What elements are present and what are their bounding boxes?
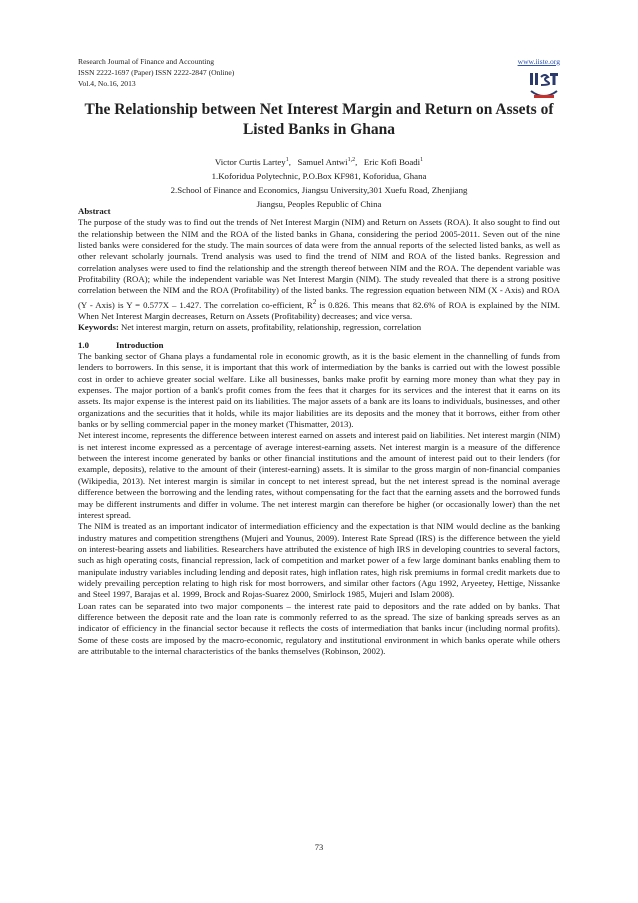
page-number: 73 — [314, 842, 324, 852]
journal-issn: ISSN 2222-1697 (Paper) ISSN 2222-2847 (Online) — [78, 68, 235, 77]
keywords-label: Keywords: — [78, 322, 119, 333]
paper-body — [78, 206, 560, 657]
section-number: 1.0 — [78, 339, 89, 350]
keywords-text: Net interest margin, return on assets, profitability, relationship, regression, correlation — [118, 322, 422, 333]
author-1-affil: 1 — [285, 157, 289, 163]
journal-volume: Vol.4, No.16, 2013 — [78, 79, 136, 88]
author-names: Victor Curtis Lartey$^1$, Samuel Antwi$^{1,2}$, Eric Kofi Boadi$^1$ — [214, 156, 424, 167]
abstract-text: The purpose of the study was to find out the trends of Net Interest Margin (NIM) and Return on Assets (ROA). It also sought to find out the relationship between the NIM and the ROA of the listed banks in Ghana, considering the period 2005-2011. Seven out of the nine listed banks were considered for the study. The main sources of data were from the annual reports of the selected listed banks, as well as other relevant scholarly journals. Trend analysis was used to find the trend of NIM and ROA of the listed banks. Regression and correlation analyses were used to find the relationship and the strength thereof between NIM and the ROA. The dependent variable was Profitability (ROA); while the independent variable was Net Interest Margin (NIM). The study revealed that there is a strong positive correlation between the NIM and the ROA (Profitability) of the listed banks. The regression equation between NIM (X - Axis) and ROA (Y - Axis) is Y = 0.577X – 1.427. The correlation co-efficient, $R^2$ is 0.826. This means that 82.6% of ROA is explained by the NIM. When Net Interest Margin decreases, Return on Assets (Profitability) decreases; and vice versa. — [78, 217, 560, 321]
intro-paragraph: Net interest income, represents the difference between interest earned on assets and interest paid on liabilities. Net interest margin (NIM) is net interest income expressed as a percentage of average interest-earning assets. Net interest margin is a measure of the difference between the interest income generated by banks or other financial institutions and the amount of interest paid out to their lenders (for example, deposits), relative to the amount of their (interest-earning) assets. It is similar to the gross margin of non-financial companies (Wikipedia, 2013). Net interest margin is similar in concept to net interest spread, but the net interest spread is the nominal average difference between the borrowing and the lending rates, without compensating for the fact that the earning assets and the borrowed funds may be different instruments and differ in volume. The net interest margin can therefore be higher (or occasionally lower) than the net interest spread. — [78, 430, 560, 520]
affiliation-1: 1.Koforidua Polytechnic, P.O.Box KF981, Koforidua, Ghana — [211, 170, 427, 181]
section-title: Introduction — [116, 339, 164, 350]
intro-paragraph: The NIM is treated as an important indicator of intermediation efficiency and the expectation is that NIM would decline as the banking industry matures and competition strengthens (Mujeri and Younus, 2009). Interest Rate Spread (IRS) is the difference between the yield on interest-bearing assets and liabilities. Researchers have attributed the existence of high IRS in developing countries to several factors, such as high operating costs, financial repression, lack of competition and market power of a few large dominant banks enabling them to manipulate industry variables including lending and deposit rates, high inflation rates, high risk premiums in formal credit markets due to widely prevailing perception relating to high risk for most borrowers, and similar other factors (Agu 1992, Aryeetey, Hettige, Nissanke and Steel 1997, Barajas et al. 1999, Brock and Rojas-Suarez 2000, Smirlock 1985, Mujeri and Islam 2008). — [78, 521, 560, 600]
intro-paragraph: Loan rates can be separated into two major components – the interest rate paid to depositors and the rate added on by banks. That difference between the deposit rate and the loan rate is commonly referred to as the spread. The size of banking spreads serves as an indicator of efficiency in the financial sector because it reflects the costs of intermediation that banks incur (including normal profits). Some of these costs are imposed by the macro-economic, regulatory and institutional environment in which banks operate while others are attributable to the internal characteristics of the banks themselves (Robinson, 2002). — [78, 600, 560, 656]
intro-paragraph: The banking sector of Ghana plays a fundamental role in economic growth, as it is the basic element in the channelling of funds from lenders to borrowers. In this sense, it is important that this work of intermediation by the banks is carried out with the lowest possible cost in order to achieve greater social welfare. Like all businesses, banks make profit by earning more money than what they pay in expenses. The major portion of a bank's profit comes from the fees that it charges for its services and the interest that it earns on its assets. Its major expense is the interest paid on its liabilities. The major assets of a bank are its loans to individuals, businesses, and other organizations and the securities that it holds, while its major liabilities are its deposits and the money that it borrows, either from other banks or by selling commercial paper in the money market (Thismatter, 2013). — [78, 351, 560, 430]
author-3-affil: 1 — [420, 157, 424, 163]
affiliation-2: 2.School of Finance and Economics, Jiangsu University,301 Xuefu Road, Zhenjiang — [170, 184, 468, 195]
author-3: Eric Kofi Boadi — [363, 156, 421, 167]
section-heading — [78, 340, 560, 351]
keywords-line — [78, 322, 560, 333]
author-block — [78, 153, 560, 211]
journal-header — [78, 56, 560, 89]
journal-url-link[interactable]: www.iiste.org — [517, 57, 560, 66]
affiliation-3: Jiangsu, Peoples Republic of China — [256, 198, 382, 209]
author-1: Victor Curtis Lartey — [214, 156, 286, 167]
iiste-logo-icon — [528, 69, 560, 103]
paper-title: The Relationship between Net Interest Margin and Return on Assets of Listed Banks in Ghana — [84, 101, 554, 138]
journal-name: Research Journal of Finance and Accounting — [78, 57, 215, 66]
abstract-heading: Abstract — [78, 206, 111, 216]
author-2: Samuel Antwi — [297, 156, 348, 167]
author-2-affil: 1,2 — [347, 157, 356, 163]
